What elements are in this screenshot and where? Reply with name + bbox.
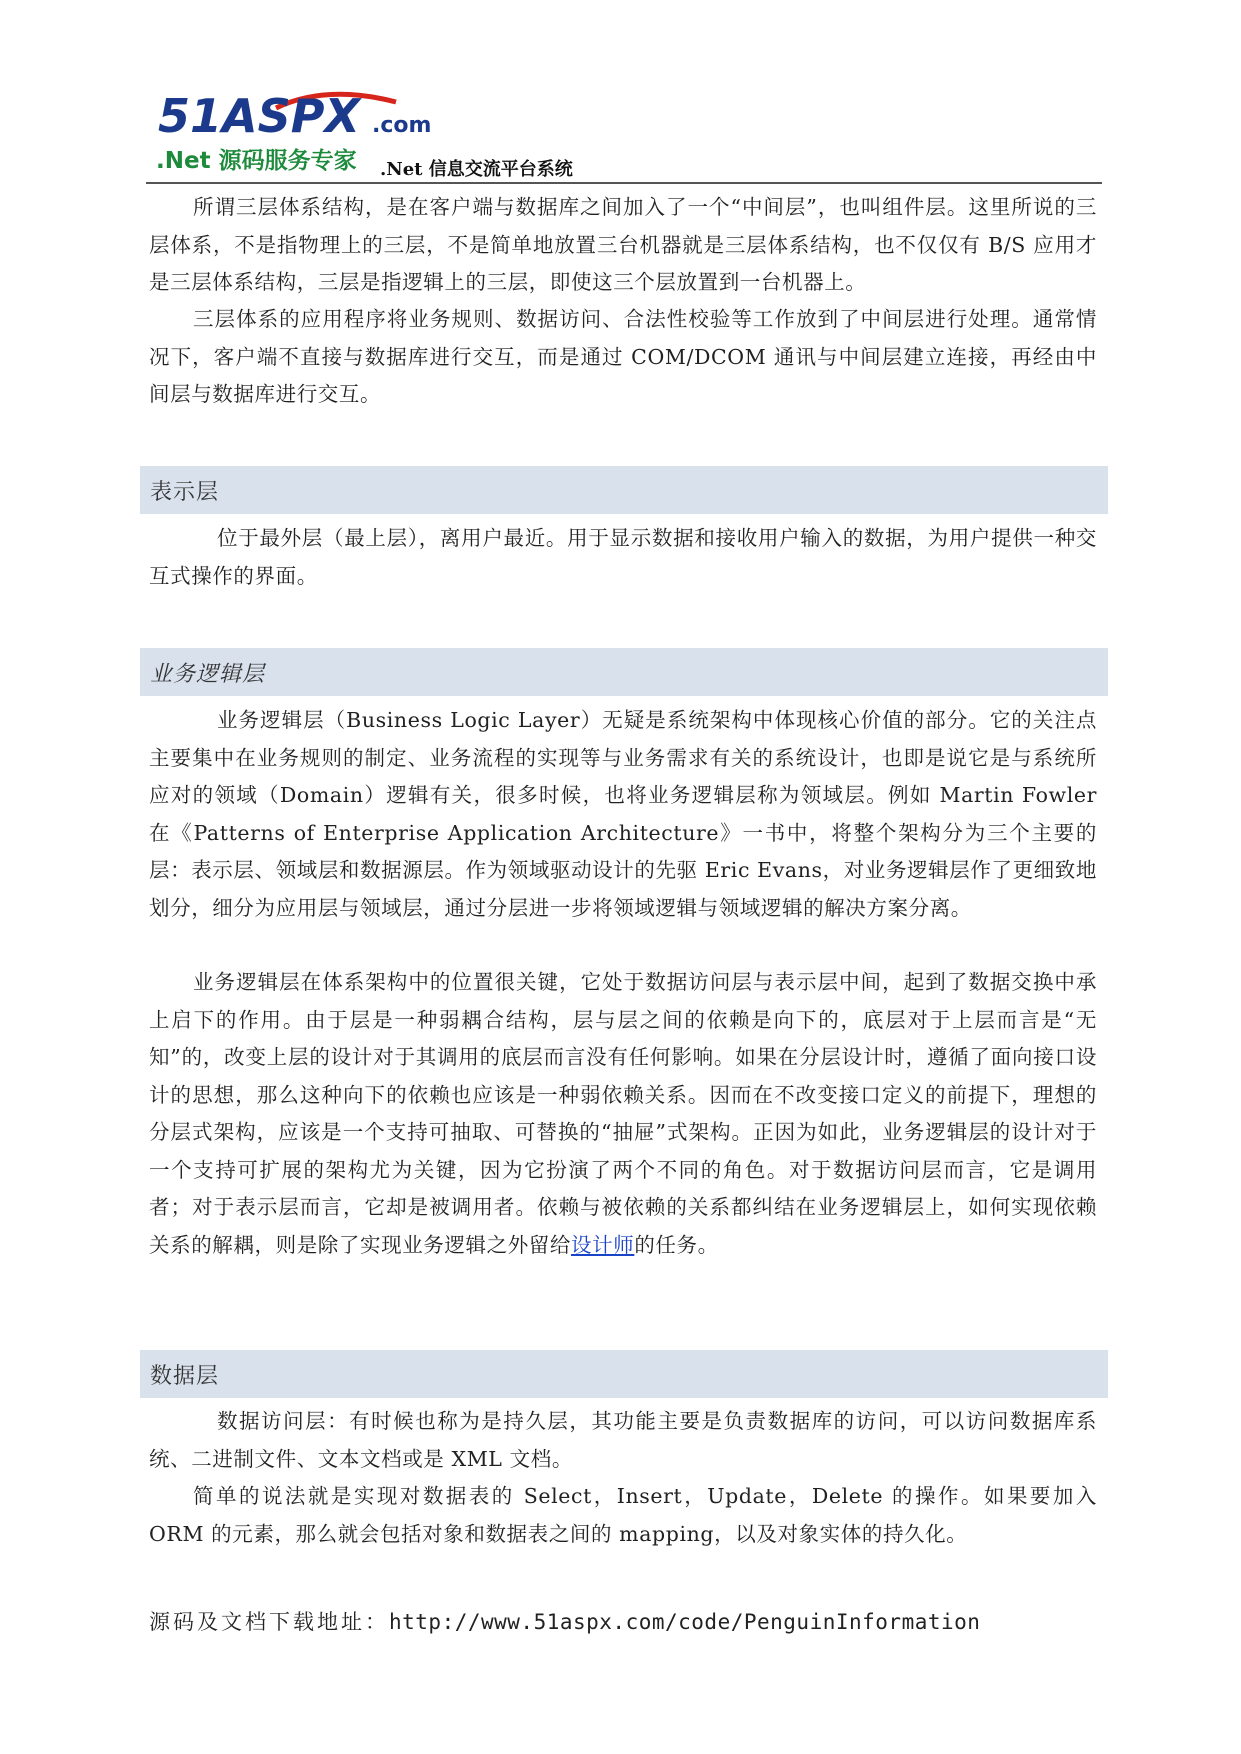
logo-domain: .com	[372, 113, 432, 138]
business-logic-paragraph-2	[149, 964, 1097, 1264]
footer-url[interactable]: http://www.51aspx.com/code/PenguinInformation	[389, 1610, 981, 1634]
page-header	[148, 84, 1100, 182]
business-logic-paragraph-2-text: 业务逻辑层在体系架构中的位置很关键，它处于数据访问层与表示层中间，起到了数据交换中承上启下的作用。由于层是一种弱耦合结构，层与层之间的依赖是向下的，底层对于上层而言是“无知”的，改变上层的设计对于其调用的底层而言没有任何影响。如果在分层设计时，遵循了面向接口设计的思想，那么这种向下的依赖也应该是一种弱依赖关系。因而在不改变接口定义的前提下，理想的分层式架构，应该是一个支持可抽取、可替换的“抽屉”式架构。正因为如此，业务逻辑层的设计对于一个支持可扩展的架构尤为关键，因为它扮演了两个不同的角色。对于数据访问层而言，它是调用者；对于表示层而言，它却是被调用者。依赖与被依赖的关系都纠结在业务逻辑层上，如何实现依赖关系的解耦，则是除了实现业务逻辑之外留给	[149, 970, 1097, 1257]
presentation-paragraph: 位于最外层（最上层），离用户最近。用于显示数据和接收用户输入的数据，为用户提供一种交互式操作的界面。	[149, 526, 1097, 588]
section-heading-business-logic	[140, 648, 1108, 696]
designer-link[interactable]: 设计师	[571, 1232, 635, 1257]
logo-slogan: .Net 源码服务专家	[156, 148, 357, 172]
section-heading-presentation	[140, 466, 1108, 514]
intro-paragraph-1: 所谓三层体系结构，是在客户端与数据库之间加入了一个“中间层”，也叫组件层。这里所说的三层体系，不是指物理上的三层，不是简单地放置三台机器就是三层体系结构，也不仅仅有 B/S 应用才是三层体系结构，三层是指逻辑上的三层，即使这三个层放置到一台机器上。	[149, 195, 1097, 294]
data-paragraph-2: 简单的说法就是实现对数据表的 Select，Insert，Update，Delete 的操作。如果要加入 ORM 的元素，那么就会包括对象和数据表之间的 mapping，以及对象实体的持久化。	[149, 1484, 1097, 1546]
section-heading-data	[140, 1350, 1108, 1398]
download-footer	[149, 1606, 980, 1636]
logo-brand: 51ASPX	[158, 89, 360, 143]
section-heading-text: 数据层	[150, 1364, 220, 1389]
header-tagline: .Net 信息交流平台系统	[380, 159, 573, 180]
section-heading-text: 表示层	[150, 480, 220, 505]
business-logic-paragraph-1: 业务逻辑层（Business Logic Layer）无疑是系统架构中体现核心价值的部分。它的关注点主要集中在业务规则的制定、业务流程的实现等与业务需求有关的系统设计，也即是说它是与系统所应对的领域（Domain）逻辑有关，很多时候，也将业务逻辑层称为领域层。例如 Martin Fowler 在《Patterns of Enterprise Application Architecture》一书中，将整个架构分为三个主要的层：表示层、领域层和数据源层。作为领域驱动设计的先驱 Eric Evans，对业务逻辑层作了更细致地划分，细分为应用层与领域层，通过分层进一步将领域逻辑与领域逻辑的解决方案分离。	[149, 708, 1097, 920]
footer-label: 源码及文档下载地址：	[149, 1610, 389, 1634]
data-paragraph-1: 数据访问层：有时候也称为是持久层，其功能主要是负责数据库的访问，可以访问数据库系统、二进制文件、文本文档或是 XML 文档。	[149, 1409, 1097, 1471]
business-logic-paragraph-2-tail: 的任务。	[634, 1232, 719, 1257]
section-heading-text: 业务逻辑层	[150, 662, 266, 687]
intro-paragraph-2: 三层体系的应用程序将业务规则、数据访问、合法性校验等工作放到了中间层进行处理。通常情况下，客户端不直接与数据库进行交互，而是通过 COM/DCOM 通讯与中间层建立连接，再经由中间层与数据库进行交互。	[149, 307, 1097, 406]
header-divider	[146, 182, 1102, 184]
